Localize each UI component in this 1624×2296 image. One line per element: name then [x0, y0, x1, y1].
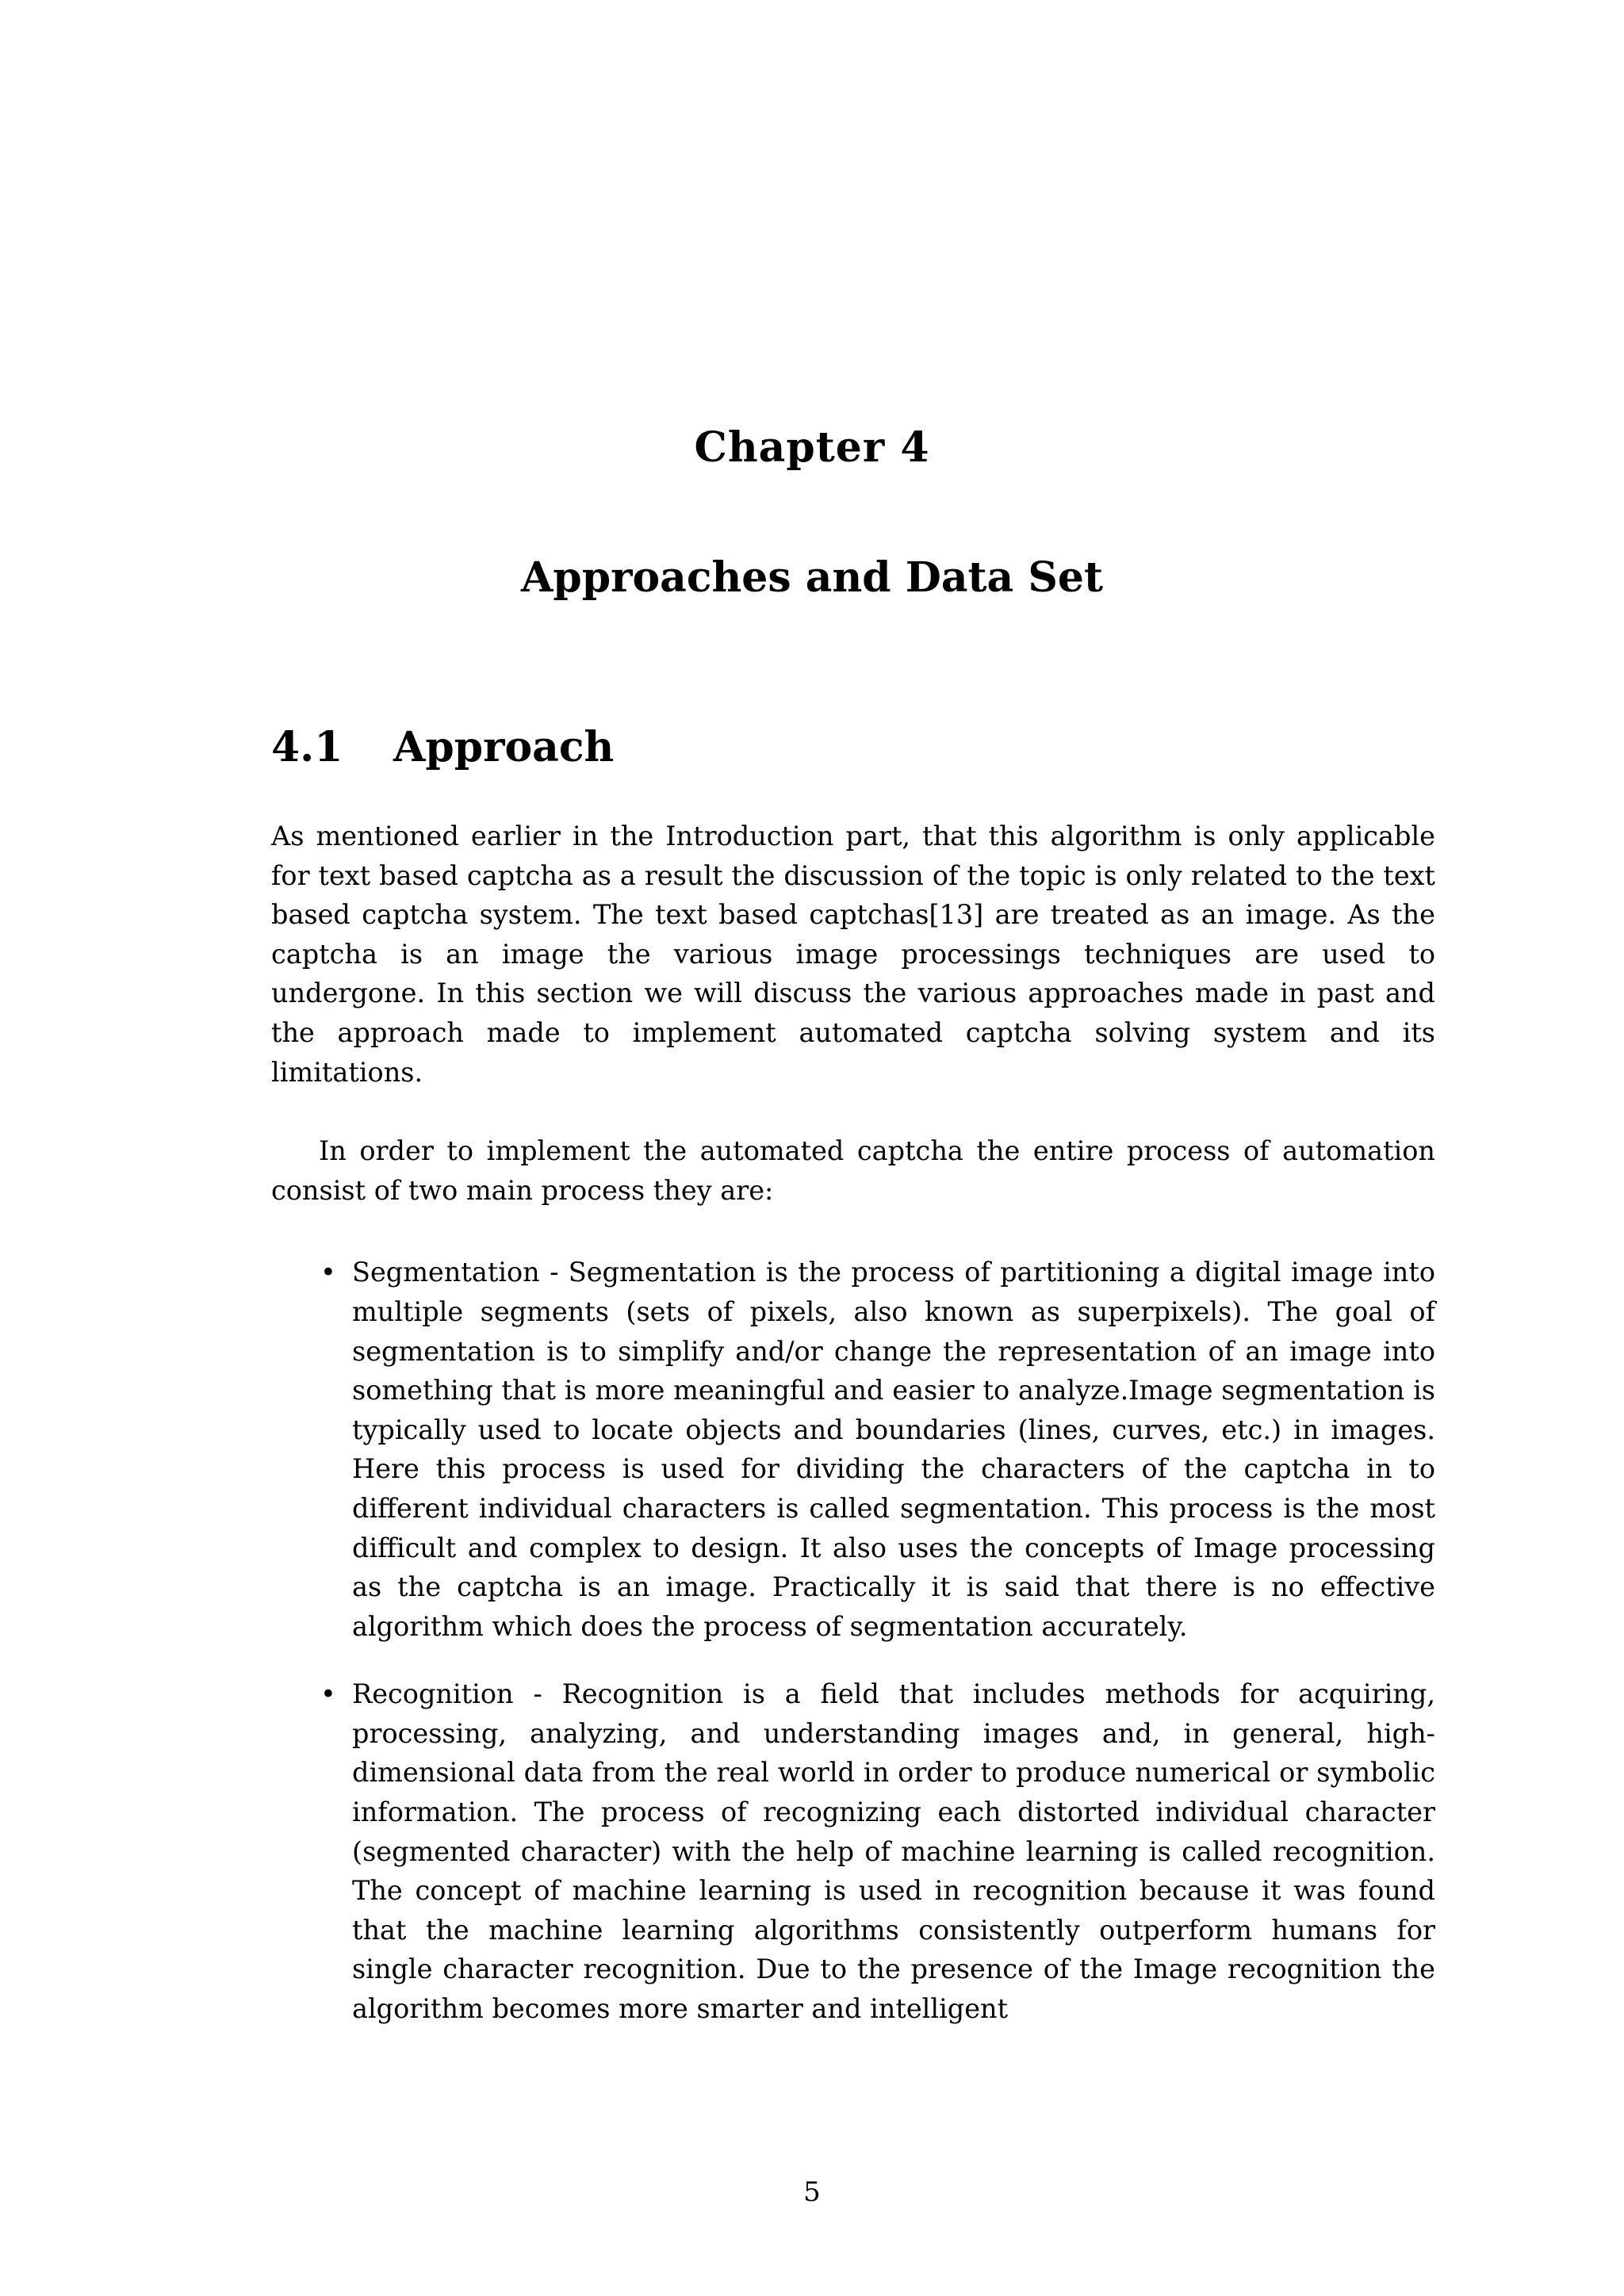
section-number: 4.1: [271, 723, 343, 771]
body-text: [271, 817, 1435, 2057]
bullet-icon: •: [320, 1257, 336, 1288]
bullet-icon: •: [320, 1678, 336, 1710]
chapter-title: Approaches and Data Set: [521, 553, 1103, 602]
list-item-text: Recognition - Recognition is a field that includes methods for acquiring, processing, analyzing, and understanding images and, in general, high-dimensional data from the real world in order to produce numerical or symbolic information. The process of recognizing each distorted individual character (segmented character) with the help of machine learning is called recognition. The concept of machine learning is used in recognition because it was found that the machine learning algorithms consistently outperform humans for single character recognition. Due to the presence of the Image recognition the algorithm becomes more smarter and intelligent: [352, 1678, 1435, 2025]
paragraph-intro: As mentioned earlier in the Introduction part, that this algorithm is only applicable for text based captcha as a result the discussion of the topic is only related to the text based captcha system. The text based captchas[13] are treated as an image. As the captcha is an image the various image processings techniques are used to undergone. In this section we will discuss the various approaches made in past and the approach made to implement automated captcha solving system and its limitations.: [271, 821, 1435, 1088]
section-heading: [271, 720, 614, 775]
list-item-segmentation: [271, 1253, 1435, 1646]
page-number: 5: [803, 2176, 821, 2208]
paragraph-process: In order to implement the automated captcha the entire process of automation consist of two main process they are:: [271, 1135, 1435, 1206]
process-list: [271, 1253, 1435, 2028]
list-item-text: Segmentation - Segmentation is the process of partitioning a digital image into multiple segments (sets of pixels, also known as superpixels). The goal of segmentation is to simplify and/or change the representation of an image into something that is more meaningful and easier to analyze.Image segmentation is typically used to locate objects and boundaries (lines, curves, etc.) in images. Here this process is used for dividing the characters of the captcha in to different individual characters is called segmentation. This process is the most difficult and complex to design. It also uses the concepts of Image processing as the captcha is an image. Practically it is said that there is no effective algorithm which does the process of segmentation accurately.: [352, 1257, 1435, 1642]
list-item-recognition: [271, 1674, 1435, 2028]
chapter-label: Chapter 4: [694, 423, 930, 472]
section-title: Approach: [393, 723, 615, 771]
